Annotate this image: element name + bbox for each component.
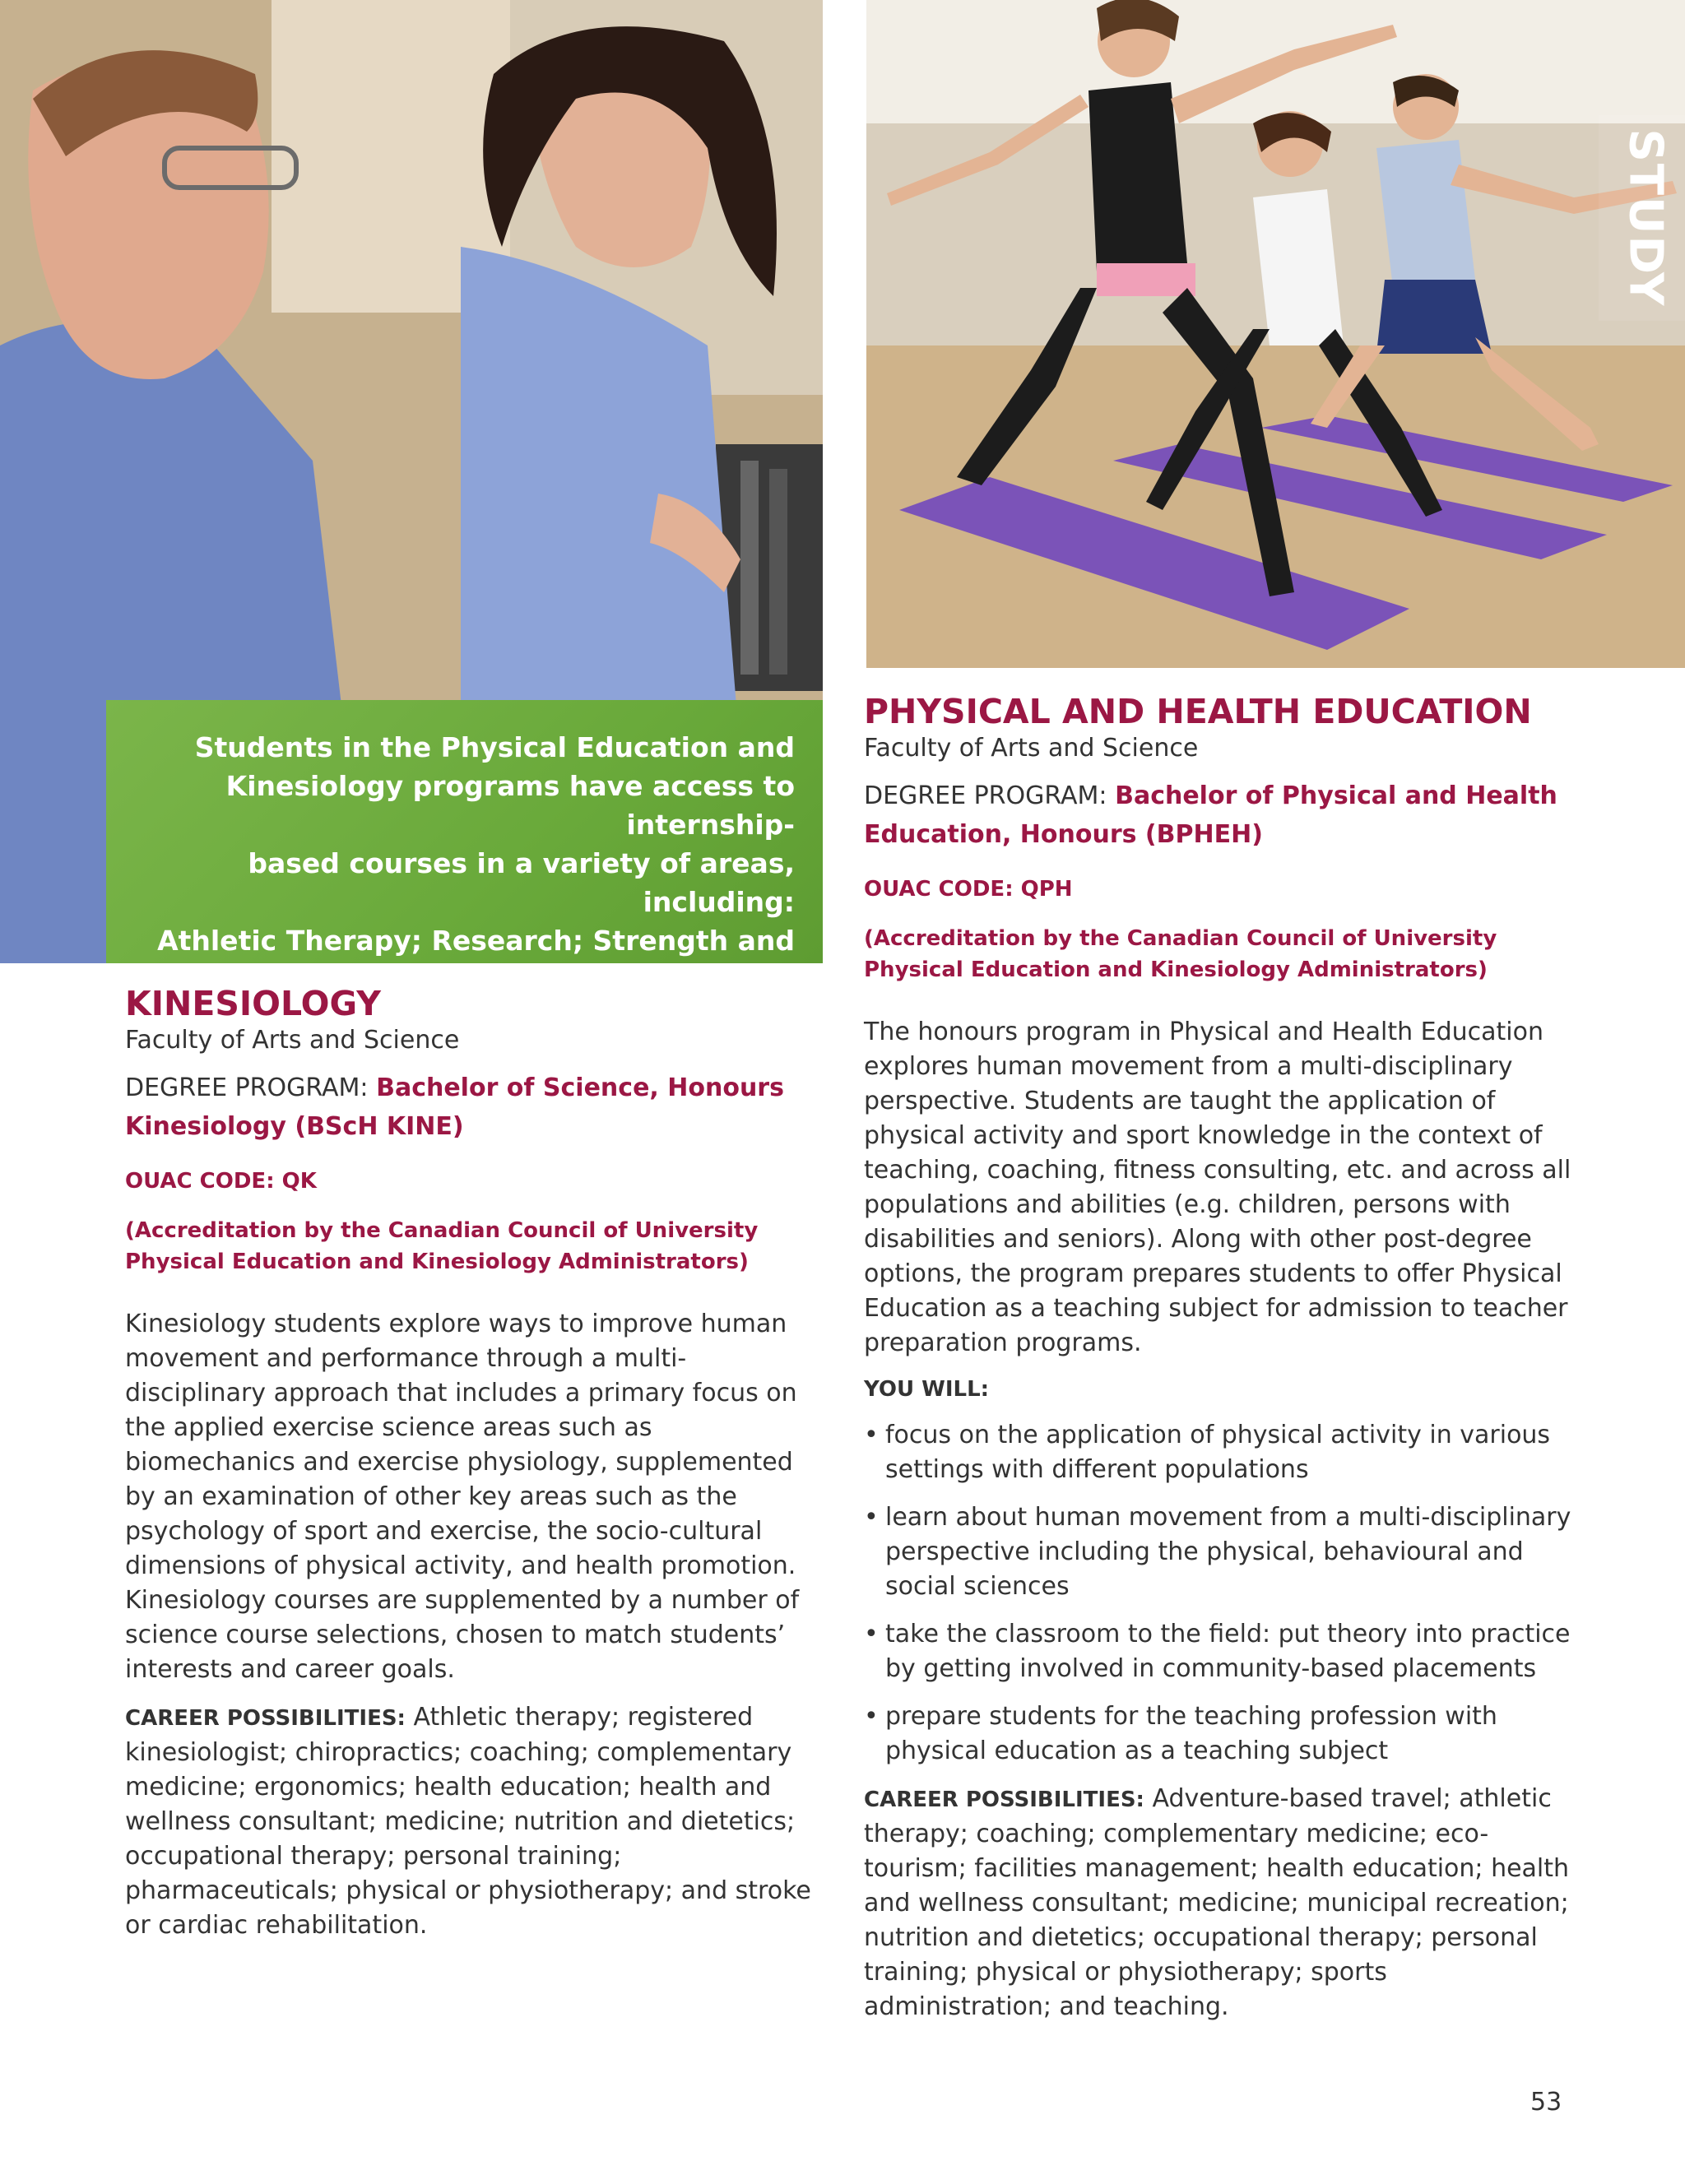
degree-name: Bachelor of Science, Honours Kinesiology (BScH KINE) (125, 1073, 784, 1141)
you-will-heading: YOU WILL: (864, 1377, 990, 1402)
phe-section (864, 691, 1571, 2038)
kinesiology-section (125, 983, 824, 1956)
list-item (864, 1500, 1571, 1604)
caption-line: Kinesiology programs have access to internship- (225, 770, 795, 841)
list-item-text: focus on the application of physical activity in various settings with different populations (885, 1421, 1551, 1484)
caption-line: based courses in a variety of areas, including: (248, 847, 795, 918)
list-item (864, 1418, 1571, 1487)
you-will-list (864, 1418, 1571, 1769)
caption-line: Conditioning; and Exercise and Disability. (156, 963, 795, 995)
program-title: KINESIOLOGY (125, 984, 381, 1023)
ouac-code: OUAC CODE: QPH (864, 877, 1073, 902)
page-number: 53 (1530, 2088, 1562, 2117)
bullet-icon: • (864, 1503, 879, 1532)
photo-yoga-class (866, 0, 1685, 668)
career-text: Athletic therapy; registered kinesiologist; chiropractics; coaching; complementary medicine; ergonomics; health education; health and wellness consultant; medicine; nutrition and dietetics; occupational therapy; personal training; pharmaceuticals; physical or physiotherapy; and stroke or cardiac rehabilitation. (125, 1703, 811, 1940)
bullet-icon: • (864, 1421, 879, 1449)
caption-line: Athletic Therapy; Research; Strength and (157, 925, 795, 957)
bullet-icon: • (864, 1620, 879, 1648)
list-item-text: learn about human movement from a multi-disciplinary perspective including the physical, behavioural and social sciences (885, 1503, 1571, 1601)
degree-label: DEGREE PROGRAM: (125, 1073, 377, 1102)
list-item (864, 1617, 1571, 1686)
bullet-icon: • (864, 1702, 879, 1731)
caption-line: Students in the Physical Education and (194, 731, 795, 763)
list-item-text: prepare students for the teaching profession with physical education as a teaching subject (885, 1702, 1497, 1765)
section-tab (1606, 115, 1685, 321)
ouac-code: OUAC CODE: QK (125, 1169, 317, 1194)
degree-program (125, 1069, 824, 1146)
career-label: CAREER POSSIBILITIES: (864, 1788, 1144, 1812)
accreditation-note: (Accreditation by the Canadian Council of University Physical Education and Kinesiology Administrators) (864, 926, 1497, 982)
section-tab-label: STUDY (1618, 128, 1673, 308)
program-description: The honours program in Physical and Health Education explores human movement from a multi-disciplinary perspective. Students are taught the application of physical activity and sport knowledge in the context of teaching, coaching, fitness consulting, etc. and across all populations and abilities (e.g. children, persons with disabilities and seniors). Along with other post-degree options, the program prepares students to offer Physical Education as a teaching subject for admission to teacher preparation programs. (864, 1018, 1571, 1357)
faculty-name: Faculty of Arts and Science (864, 734, 1199, 763)
career-text: Adventure-based travel; athletic therapy; coaching; complementary medicine; eco-tourism; facilities management; health education; health and wellness consultant; medicine; municipal recreation; nutrition and dietetics; occupational therapy; personal training; physical or physiotherapy; sports administration; and teaching. (864, 1784, 1570, 2021)
career-label: CAREER POSSIBILITIES: (125, 1706, 406, 1731)
photo-yoga-class-illustration (866, 0, 1685, 668)
degree-program (864, 777, 1571, 854)
career-possibilities (125, 1700, 824, 1943)
program-title: PHYSICAL AND HEALTH EDUCATION (864, 692, 1532, 731)
degree-label: DEGREE PROGRAM: (864, 781, 1116, 810)
photo-caption-box (106, 700, 823, 995)
list-item-text: take the classroom to the field: put theory into practice by getting involved in community-based placements (885, 1620, 1571, 1683)
faculty-name: Faculty of Arts and Science (125, 1026, 460, 1055)
career-possibilities (864, 1782, 1571, 2024)
accreditation-note: (Accreditation by the Canadian Council of University Physical Education and Kinesiology Administrators) (125, 1218, 759, 1274)
list-item (864, 1699, 1571, 1769)
program-description: Kinesiology students explore ways to improve human movement and performance through a multi-disciplinary approach that includes a primary focus on the applied exercise science areas such as biomechanics and exercise physiology, supplemented by an examination of other key areas such as the psychology of sport and exercise, the socio-cultural dimensions of physical activity, and health promotion. Kinesiology courses are supplemented by a number of science course selections, chosen to match students’ interests and career goals. (125, 1310, 800, 1684)
degree-name: Bachelor of Physical and Health Education, Honours (BPHEH) (864, 781, 1557, 849)
